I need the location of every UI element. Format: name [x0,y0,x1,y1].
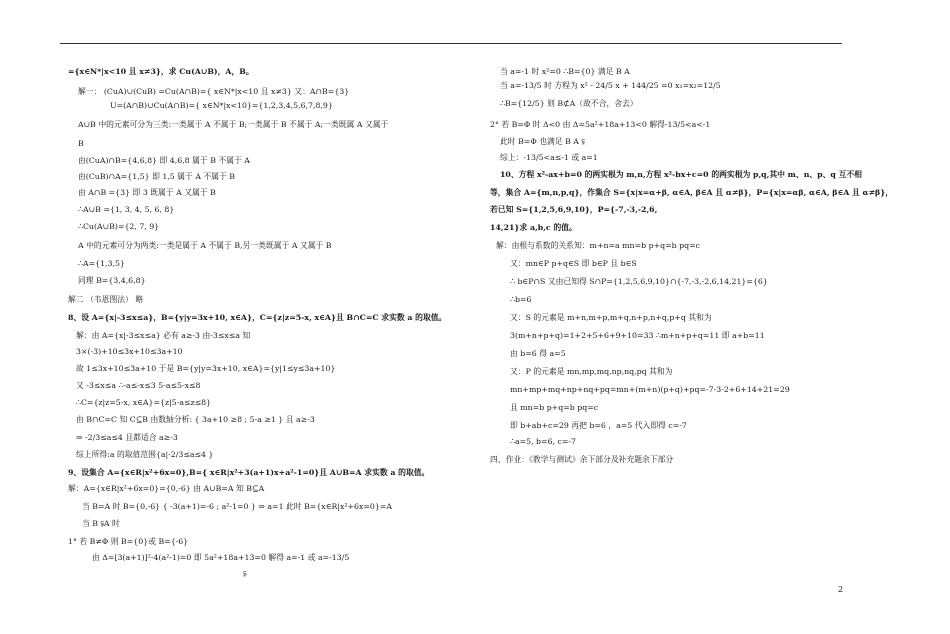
left-column-line: 8、设 A={x|-3≤x≤a}，B={y|y=3x+10, x∈A}，C={z|z=5-x, x∈A}且 B∩C=C 求实数 a 的取值。 [68,313,447,322]
left-column-line: 又 -3≤x≤a ∴-a≤-x≤3 5-a≤5-x≤8 [76,381,201,390]
right-column-line: 又：S 的元素是 m+n,m+p,m+q,n+p,n+q,p+q 其和为 [510,313,712,322]
right-column-line: 四、作业：《教学与测试》余下部分及补充题余下部分 [490,455,674,464]
right-column-line: 当 a=-1 时 x²=0 ∴B={0} 满足 B A [500,67,630,76]
left-column-line: A 中的元素可分为两类:一类是属于 A 不属于 B,另一类既属于 A 又属于 B [78,241,332,250]
right-column-line: 又：P 的元素是 mn,mp,mq,np,nq,pq 其和为 [510,367,673,376]
right-column-line: ∴B={12/5} 则 B⊄A（故不合，舍去） [500,99,638,108]
left-column-line: 9、设集合 A={x∈R|x²+6x=0},B={ x∈R|x²+3(a+1)x+a²-1=0}且 A∪B=A 求实数 a 的取值。 [68,468,430,477]
right-column-line: 2° 若 B=Φ 时 Δ<0 由 Δ=5a²+18a+13<0 解得-13/5<a<-1 [490,120,711,129]
right-column-line: 10、方程 x²-ax+b=0 的两实根为 m,n,方程 x²-bx+c=0 的两实根为 p,q,其中 m、n、p、q 互不相 [500,170,862,179]
left-column-line: 3×(-3)+10≤3x+10≤3a+10 [76,347,183,356]
page-number: 2 [838,585,844,594]
right-column-line: 解：由根与系数的关系知：m+n=a mn=b p+q=b pq=c [496,241,700,250]
left-column-line: ⫋ [243,569,247,578]
right-column-line: ∴b=6 [510,295,532,304]
right-column-line: 即 b+ab+c=29 再把 b=6 ，a=5 代入即得 c=-7 [510,421,687,430]
left-column-line: 同理 B={3,4,6,8} [78,276,146,285]
left-column-line: A∪B 中的元素可分为三类:一类属于 A 不属于 B;一类属于 B 不属于 A;一类既属 A 又属于 [78,120,389,129]
left-column-line: ={x∈N*|x<10 且 x≠3}，求 Cu(A∪B)，A，B。 [68,67,254,76]
left-column-line: 1° 若 B≠Φ 则 B={0}或 B={-6} [68,537,189,546]
right-column-line: 综上：-13/5<a≤-1 或 a=1 [500,153,598,162]
left-column-line: ⇒ -2/3≤a≤4 且都适合 a≥-3 [76,433,178,442]
left-column-line: 解：由 A={x|-3≤x≤a} 必有 a≥-3 由-3≤x≤a 知 [76,331,251,340]
left-column-line: 解二 （韦恩图法） 略 [68,295,144,304]
left-column-line: 综上所得:a 的取值范围{a|-2/3≤a≤4 } [76,450,214,459]
left-column-line: ∴Cu(A∪B)={2, 7, 9} [78,222,160,231]
right-column-line: 由 b=6 得 a=5 [510,349,566,358]
right-column-line: 14,21}求 a,b,c 的值。 [490,223,577,232]
left-column-line: 当 B=A 时 B={0,-6} { -3(a+1)=-6 ; a²-1=0 } ⇒ a=1 此时 B={x∈R|x²+6x=0}=A [82,502,392,511]
left-column-line: 解一： (CuA)∪(CuB) =Cu(A∩B)={ x∈N*|x<10 且 x≠3} 又：A∩B={3} [78,87,350,96]
right-column-line: 等，集合 A={m,n,p,q}，作集合 S={x|x=α+β, α∈A, β∈A 且 α≠β}，P={x|x=αβ, α∈A, β∈A 且 α≠β}， [490,188,894,197]
left-column-line: U=(A∩B)∪Cu(A∩B)={ x∈N*|x<10}={1,2,3,4,5,6,7,8,9} [110,101,333,110]
left-column-line: 由 B∩C=C 知 C⊆B 由数轴分析: { 3a+10 ≥8 ; 5-a ≥1 } 且 a≥-3 [76,415,315,424]
right-column-line: 若已知 S={1,2,5,6,9,10}，P={-7,-3,-2,6, [490,205,658,214]
left-column-line: 由 A∩B ={3} 即 3 既属于 A 又属于 B [78,188,216,197]
right-column-line: ∴a=5, b=6, c=-7 [510,437,576,446]
left-column-line: B [78,139,84,148]
right-column-line: 且 mn=b p+q=b pq=c [510,403,599,412]
right-column-line: 此时 B=Φ 也满足 B A ⫋ [500,137,585,146]
left-column-line: 解：A={x∈R|x²+6x=0}={0,-6} 由 A∪B=A 知 B⊆A [68,484,265,493]
left-column-line: 由(CuB)∩A={1,5} 即 1,5 属于 A 不属于 B [78,172,236,181]
right-column-line: mn+mp+mq+np+nq+pq=mn+(m+n)(p+q)+pq=-7-3-2+6+14+21=29 [510,385,790,394]
left-column-line: ∴A∪B ={1, 3, 4, 5, 6, 8} [78,205,175,214]
left-column-line: 由 Δ=[3(a+1)]²-4(a²-1)=0 即 5a²+18a+13=0 解得 a=-1 或 a=-13/5 [92,553,350,562]
left-column-line: 故 1≤3x+10≤3a+10 于是 B={y|y=3x+10, x∈A}={y|1≤y≤3a+10} [76,364,336,373]
right-column-line: 当 a=-13/5 时 方程为 x² - 24/5 x + 144/25 =0 x₁=x₂=12/5 [500,81,721,90]
left-column-line: 由(CuA)∩B={4,6,8} 即 4,6,8 属于 B 不属于 A [78,156,250,165]
header-rule [60,43,842,44]
right-column-line: 又：mn∈P p+q∈S 即 b∈P 且 b∈S [510,259,637,268]
left-column-line: ∴A={1,3,5} [78,259,125,268]
right-column-line: ∴ b∈P∩S 又由已知得 S∩P={1,2,5,6,9,10}∩{-7,-3,-2,6,14,21}={6} [510,277,768,286]
left-column-line: 当 B ⫋A 时 [82,519,120,528]
right-column-line: 3(m+n+p+q)=1+2+5+6+9+10=33 ∴m+n+p+q=11 即 a+b=11 [510,331,765,340]
left-column-line: ∴C={z|z=5-x, x∈A}={z|5-a≤z≤8} [76,398,212,407]
